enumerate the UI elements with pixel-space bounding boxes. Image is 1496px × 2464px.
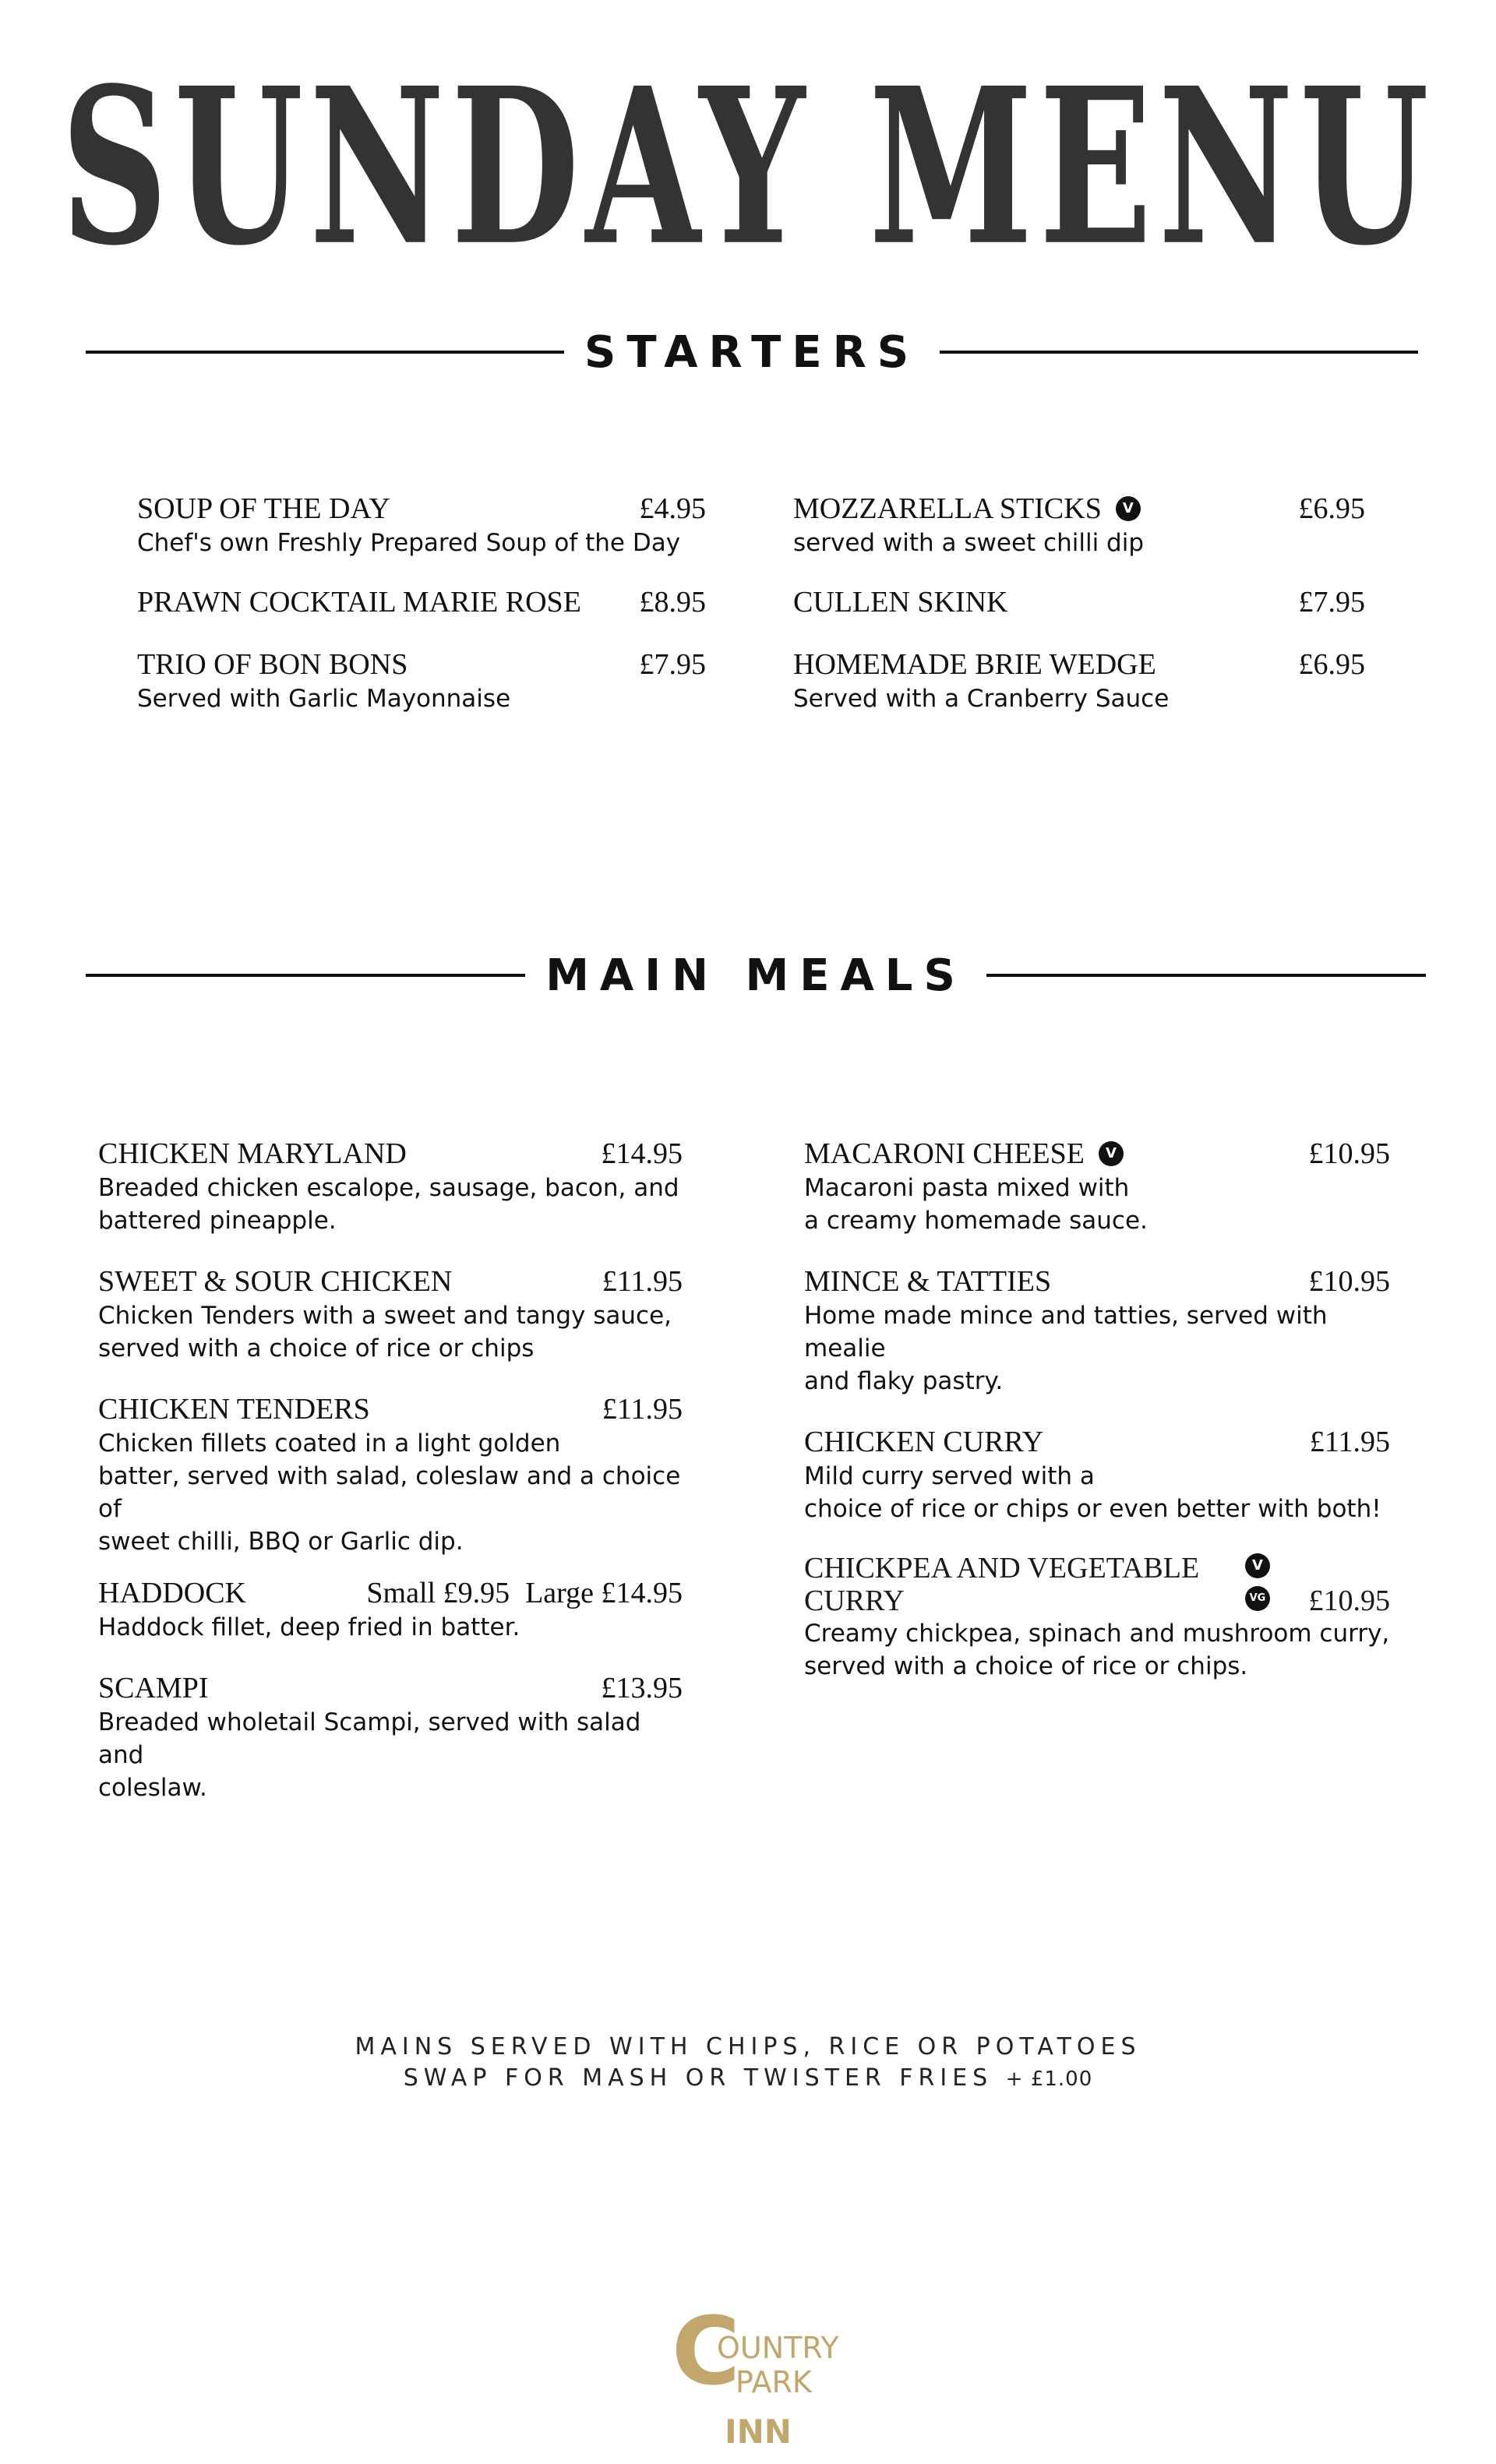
item-description-line: sweet chilli, BBQ or Garlic dip. [98,1528,464,1556]
item-price: £11.95 [602,1265,683,1298]
vegetarian-badge-icon: V [1245,1553,1270,1578]
item-description-line: served with a choice of rice or chips [98,1334,535,1362]
menu-item [98,1391,683,1558]
item-description-line: Chicken Tenders with a sweet and tangy sauce, [98,1302,672,1330]
vegetarian-badge-icon: V [1099,1141,1124,1166]
item-description-line: Macaroni pasta mixed with [804,1174,1130,1202]
item-description-line: Home made mince and tatties, served with mealie [804,1302,1328,1362]
mains-left-column [98,1136,683,1831]
item-price: £14.95 [601,1137,683,1170]
logo-inn: INN [725,2413,792,2451]
item-price-large: Large £14.95 [525,1577,683,1609]
menu-item [98,1575,683,1644]
menu-item [804,1136,1390,1237]
item-description-line: Haddock fillet, deep fried in batter. [98,1613,520,1641]
menu-item [804,1424,1390,1525]
item-price: £6.95 [1298,492,1365,525]
menu-item [137,584,706,620]
item-description-line: coleslaw. [98,1774,207,1802]
item-description-line: Breaded wholetail Scampi, served with salad and [98,1708,641,1769]
swap-surcharge: + £1.00 [1005,2067,1093,2091]
item-description-line: choice of rice or chips or even better with both! [804,1495,1381,1523]
item-description-line: a creamy homemade sauce. [804,1207,1148,1235]
menu-item [137,491,706,559]
starters-heading [86,321,1418,383]
item-name: CHICKEN TENDERS [98,1393,370,1426]
logo-country: OUNTRY [717,2331,839,2365]
menu-item [804,1552,1390,1683]
item-price: £10.95 [1308,1585,1390,1617]
item-name: CULLEN SKINK [793,586,1008,619]
item-name: HADDOCK [98,1577,246,1609]
logo-park: PARK [736,2365,812,2399]
item-price: £11.95 [1309,1426,1390,1458]
item-price: £6.95 [1298,648,1365,681]
item-description-line: Mild curry served with a [804,1462,1095,1490]
item-name: MINCE & TATTIES [804,1265,1052,1298]
item-price: £7.95 [1298,586,1365,619]
item-name: SCAMPI [98,1672,209,1704]
item-description-line: battered pineapple. [98,1207,337,1235]
sides-note-line: MAINS SERVED WITH CHIPS, RICE OR POTATOES [355,2033,1141,2060]
item-price: £13.95 [601,1672,683,1704]
section-title: MAIN MEALS [545,950,966,1001]
item-price: £10.95 [1308,1265,1390,1298]
menu-item [98,1136,683,1237]
item-description: Chef's own Freshly Prepared Soup of the Day [137,529,681,557]
starters-left-column [137,491,706,742]
item-description-line: Creamy chickpea, spinach and mushroom curry, [804,1620,1390,1648]
logo-c: C [672,2298,741,2406]
item-name: CHICKEN CURRY [804,1426,1044,1458]
item-price: £7.95 [639,648,706,681]
sides-note-line: SWAP FOR MASH OR TWISTER FRIES [403,2064,993,2092]
country-park-inn-logo [670,2298,839,2454]
item-name: SWEET & SOUR CHICKEN [98,1265,453,1298]
menu-item [98,1670,683,1804]
item-price: £4.95 [639,492,706,525]
menu-title: SUNDAY MENU [61,41,1435,293]
menu-item [793,491,1365,559]
menu-item [804,1264,1390,1398]
item-name: MACARONI CHEESE [804,1137,1085,1170]
item-price: £10.95 [1308,1137,1390,1170]
item-price: £8.95 [639,586,706,619]
sides-note [0,2032,1496,2095]
main-meals-heading [86,944,1426,1006]
divider-left [86,974,525,977]
divider-right [940,351,1418,354]
section-title: STARTERS [584,326,920,378]
divider-right [986,974,1426,977]
item-name: CHICKEN MARYLAND [98,1137,407,1170]
item-name: MOZZARELLA STICKS [793,492,1102,525]
item-price: £11.95 [602,1393,683,1426]
item-name: SOUP OF THE DAY [137,492,390,525]
starters-right-column [793,491,1365,742]
item-description: served with a sweet chilli dip [793,529,1145,557]
item-price-small: Small £9.95 [366,1577,510,1609]
item-name-line: CURRY [804,1585,905,1617]
vegan-badge-icon: VG [1245,1586,1270,1611]
item-description: Served with a Cranberry Sauce [793,685,1170,713]
item-description: Served with Garlic Mayonnaise [137,685,511,713]
mains-right-column [804,1136,1390,1709]
item-name-line: CHICKPEA AND VEGETABLE [804,1552,1200,1585]
item-name: HOMEMADE BRIE WEDGE [793,648,1156,681]
vegetarian-badge-icon: V [1116,496,1141,521]
divider-left [86,351,564,354]
menu-item [98,1264,683,1365]
menu-item [793,647,1365,715]
item-name: TRIO OF BON BONS [137,648,408,681]
item-description-line: served with a choice of rice or chips. [804,1652,1248,1680]
item-description-line: and flaky pastry. [804,1367,1004,1395]
item-description-line: Chicken fillets coated in a light golden [98,1429,561,1458]
item-description-line: batter, served with salad, coleslaw and a choice of [98,1462,681,1523]
item-description-line: Breaded chicken escalope, sausage, bacon, and [98,1174,679,1202]
menu-item [793,584,1365,620]
menu-item [137,647,706,715]
item-name: PRAWN COCKTAIL MARIE ROSE [137,586,581,619]
